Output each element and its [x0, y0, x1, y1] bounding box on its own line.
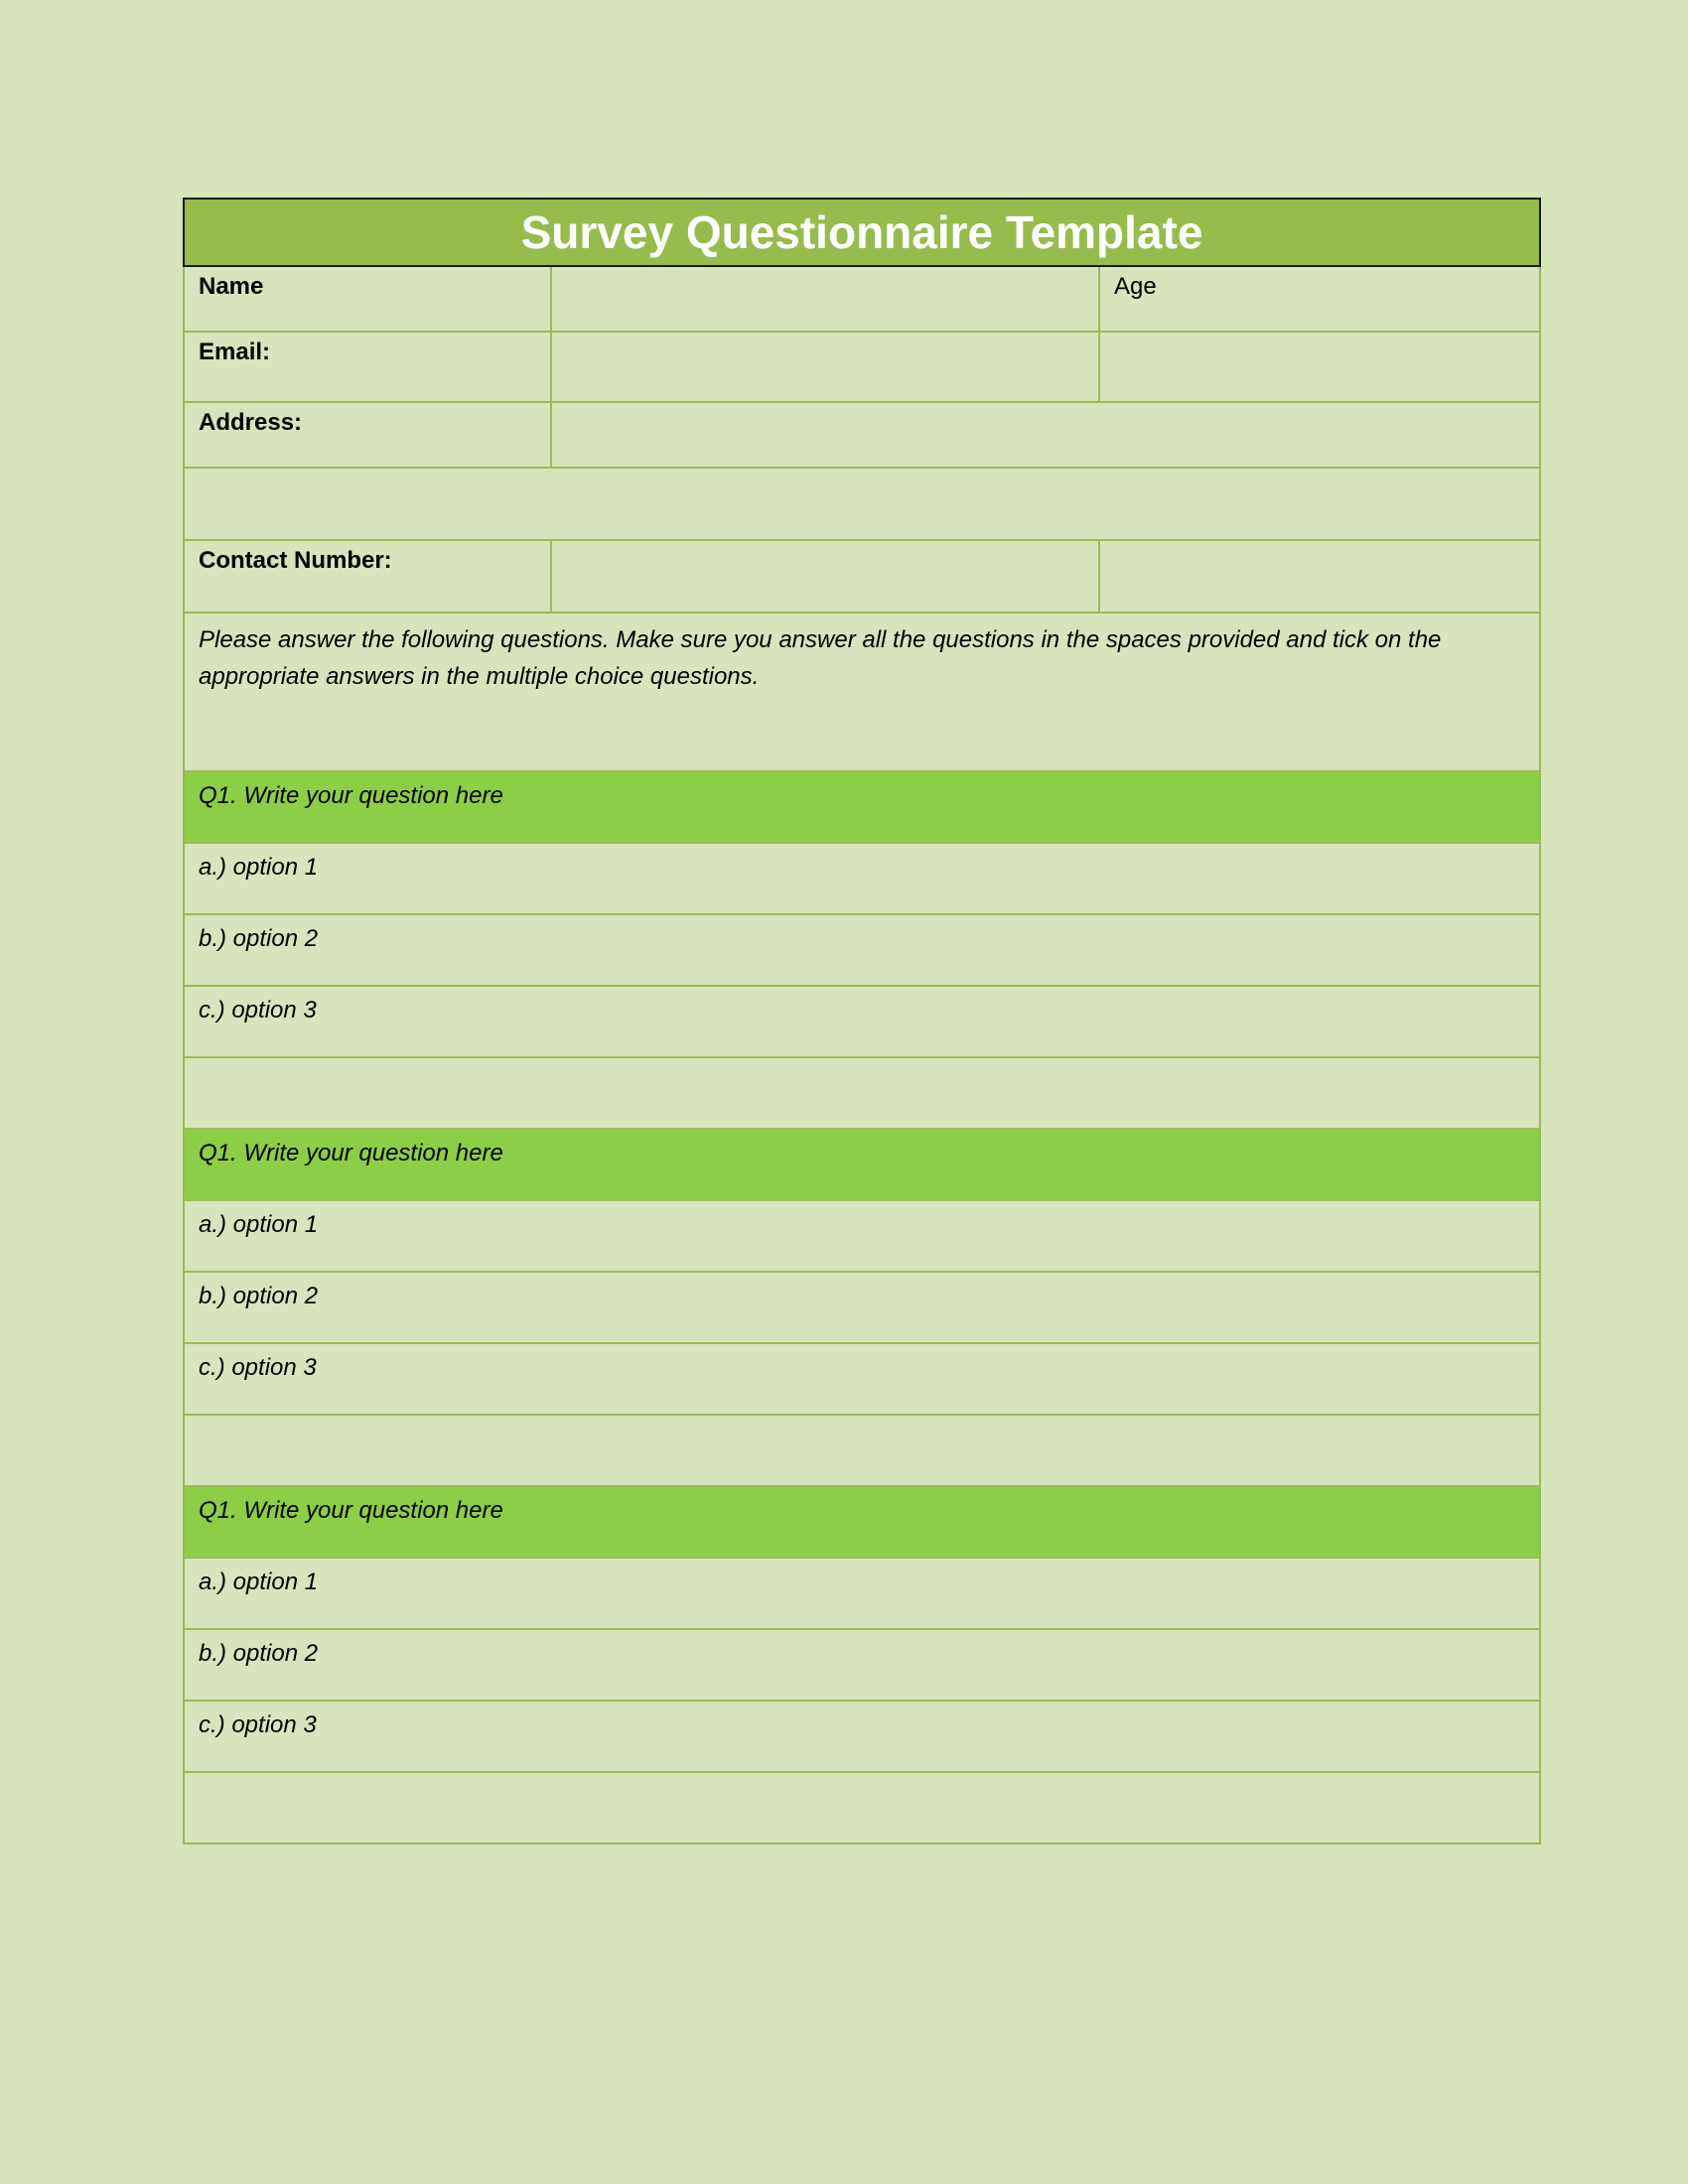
age-cell[interactable] — [1099, 266, 1540, 332]
option-label: a.) option 1 — [199, 1211, 319, 1238]
address-field[interactable] — [551, 402, 1540, 468]
spacer-cell — [184, 1772, 1540, 1843]
question-text: Q1. Write your question here — [199, 1497, 503, 1524]
option-label: b.) option 2 — [199, 925, 319, 952]
question-row — [184, 771, 1540, 843]
option-cell[interactable] — [184, 1701, 1540, 1772]
question-cell — [184, 1486, 1540, 1558]
question-cell — [184, 1129, 1540, 1200]
option-row[interactable] — [184, 843, 1540, 914]
option-row[interactable] — [184, 1629, 1540, 1701]
title-row — [184, 199, 1540, 266]
question-text: Q1. Write your question here — [199, 782, 503, 809]
option-cell[interactable] — [184, 986, 1540, 1057]
spacer-cell — [184, 1057, 1540, 1129]
email-label: Email: — [199, 339, 271, 365]
question-row — [184, 1486, 1540, 1558]
option-label: a.) option 1 — [199, 1569, 319, 1595]
option-row[interactable] — [184, 1272, 1540, 1343]
instructions-row — [184, 613, 1540, 771]
option-label: b.) option 2 — [199, 1283, 319, 1309]
name-row — [184, 266, 1540, 332]
address-label-cell — [184, 402, 551, 468]
name-label-cell — [184, 266, 551, 332]
option-row[interactable] — [184, 1558, 1540, 1629]
option-cell[interactable] — [184, 1558, 1540, 1629]
address-label: Address: — [199, 409, 303, 436]
spacer-row — [184, 1772, 1540, 1843]
age-label: Age — [1114, 273, 1157, 300]
spacer-row — [184, 1415, 1540, 1486]
email-row — [184, 332, 1540, 402]
question-text: Q1. Write your question here — [199, 1140, 503, 1166]
contact-extra-field[interactable] — [1099, 540, 1540, 613]
contact-label-cell — [184, 540, 551, 613]
option-row[interactable] — [184, 914, 1540, 986]
option-label: a.) option 1 — [199, 854, 319, 881]
option-row[interactable] — [184, 1343, 1540, 1415]
option-row[interactable] — [184, 986, 1540, 1057]
option-cell[interactable] — [184, 1200, 1540, 1272]
email-label-cell — [184, 332, 551, 402]
question-row — [184, 1129, 1540, 1200]
option-row[interactable] — [184, 1200, 1540, 1272]
address-line2-field[interactable] — [184, 468, 1540, 540]
option-cell[interactable] — [184, 914, 1540, 986]
survey-form — [183, 198, 1539, 1844]
contact-row — [184, 540, 1540, 613]
option-cell[interactable] — [184, 1343, 1540, 1415]
question-cell — [184, 771, 1540, 843]
survey-table — [183, 198, 1541, 1844]
option-row[interactable] — [184, 1701, 1540, 1772]
contact-label: Contact Number: — [199, 547, 392, 574]
form-title: Survey Questionnaire Template — [184, 199, 1540, 266]
option-label: b.) option 2 — [199, 1640, 319, 1667]
option-cell[interactable] — [184, 843, 1540, 914]
address-line2-row — [184, 468, 1540, 540]
option-label: c.) option 3 — [199, 1354, 317, 1381]
address-row — [184, 402, 1540, 468]
option-cell[interactable] — [184, 1629, 1540, 1701]
spacer-cell — [184, 1415, 1540, 1486]
name-label: Name — [199, 273, 264, 300]
contact-field[interactable] — [551, 540, 1099, 613]
instructions-text: Please answer the following questions. Make sure you answer all the questions in the spaces provided and tick on the appropriate answers in the multiple choice questions. — [184, 613, 1540, 771]
name-field[interactable] — [551, 266, 1099, 332]
spacer-row — [184, 1057, 1540, 1129]
option-label: c.) option 3 — [199, 1711, 317, 1738]
option-label: c.) option 3 — [199, 997, 317, 1024]
option-cell[interactable] — [184, 1272, 1540, 1343]
email-field[interactable] — [551, 332, 1099, 402]
email-extra-field[interactable] — [1099, 332, 1540, 402]
